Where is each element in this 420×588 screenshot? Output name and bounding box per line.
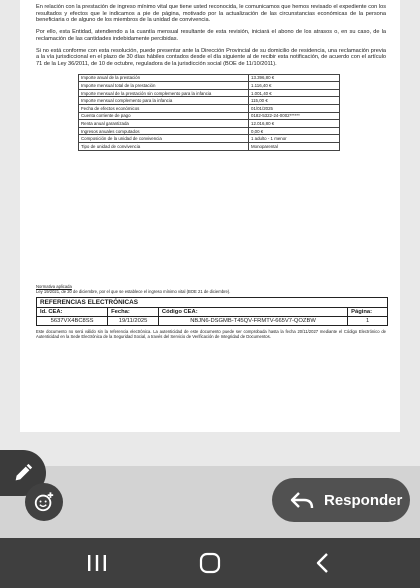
paragraph-abono: Por ello, esta Entidad, atendiendo a la cuantía mensual resultante de esta revisión, iniciará el abono de los atrasos o, en su caso, de la reclamación de las cantidades indebidamente percibidas. bbox=[36, 29, 386, 42]
references-title: REFERENCIAS ELECTRÓNICAS bbox=[37, 297, 388, 307]
table-row bbox=[79, 97, 340, 105]
back-button[interactable] bbox=[298, 538, 348, 588]
fact-value: 115,00 € bbox=[249, 97, 340, 105]
table-row bbox=[79, 82, 340, 90]
document-page bbox=[20, 0, 400, 432]
fact-label: Cuenta corriente de pago bbox=[79, 112, 249, 120]
table-row bbox=[79, 105, 340, 113]
ref-id-value: 5637VX4BC8SS bbox=[37, 316, 108, 325]
fact-label: Importe anual de la prestación bbox=[79, 74, 249, 82]
table-row bbox=[79, 74, 340, 82]
home-button[interactable] bbox=[185, 538, 235, 588]
fact-value: 1.116,40 € bbox=[249, 82, 340, 90]
fact-value: 1.001,40 € bbox=[249, 89, 340, 97]
ref-header-page: Página: bbox=[348, 307, 388, 316]
recents-button[interactable] bbox=[72, 538, 122, 588]
fact-value: Monoparental bbox=[249, 142, 340, 150]
ref-page-value: 1 bbox=[348, 316, 388, 325]
fact-value: 0182-5322-24-0002****** bbox=[249, 112, 340, 120]
table-row bbox=[79, 142, 340, 150]
fact-label: Composición de la unidad de convivencia bbox=[79, 135, 249, 143]
electronic-references-table bbox=[36, 297, 388, 326]
table-row bbox=[79, 89, 340, 97]
fact-label: Fecha de efectos económicos bbox=[79, 105, 249, 113]
back-icon bbox=[315, 552, 331, 574]
fact-label: Importe mensual total de la prestación bbox=[79, 82, 249, 90]
recents-icon bbox=[86, 553, 108, 573]
fact-value: 1 adulto - 1 menor bbox=[249, 135, 340, 143]
benefit-facts-table bbox=[78, 74, 340, 151]
table-row bbox=[79, 127, 340, 135]
reply-button[interactable] bbox=[272, 478, 410, 522]
fact-value: 13.396,80 € bbox=[249, 74, 340, 82]
fact-label: Importe mensual de la prestación sin complemento para la infancia bbox=[79, 89, 249, 97]
ref-header-id: Id. CEA: bbox=[37, 307, 108, 316]
pencil-icon bbox=[12, 462, 34, 484]
fact-label: Tipo de unidad de convivencia bbox=[79, 142, 249, 150]
emoji-add-icon bbox=[33, 491, 55, 513]
emoji-reaction-button[interactable] bbox=[25, 483, 63, 521]
ref-header-code: Código CEA: bbox=[158, 307, 347, 316]
reply-arrow-icon bbox=[290, 490, 314, 510]
fact-value: 12.016,80 € bbox=[249, 120, 340, 128]
ref-date-value: 19/11/2025 bbox=[108, 316, 159, 325]
normativa-section bbox=[36, 284, 386, 294]
table-row bbox=[37, 316, 388, 325]
ref-code-value: NBJN6-DSGMB-T45QV-FRMTV-665V7-QOZBW bbox=[158, 316, 347, 325]
table-row bbox=[79, 135, 340, 143]
normativa-heading: Normativa aplicada bbox=[36, 283, 72, 289]
fact-value: 0,00 € bbox=[249, 127, 340, 135]
paragraph-revision: En relación con la prestación de ingreso mínimo vital que tiene usted reconocida, le comunicamos que hemos revisado el expediente con los resultados y efectos que le indicamos a pie de página, motivado por la actualización de las circunstancias económicas de la persona beneficiaria o de alguno de los miembros de la unidad de convivencia. bbox=[36, 4, 386, 24]
fact-label: Renta anual garantizada bbox=[79, 120, 249, 128]
paragraph-reclamacion: Si no está conforme con esta resolución, puede presentar ante la Dirección Provincial de su domicilio de residencia, una reclamación previa a la vía jurisdiccional en el plazo de 30 días hábiles contados desde el día siguiente al de recibir esta notificación, de acuerdo con el artículo 71 de la Ley 36/2011, de 10 de octubre, reguladora de la jurisdicción social (BOE de 11/10/2011). bbox=[36, 47, 386, 67]
table-row bbox=[79, 112, 340, 120]
system-navigation-bar bbox=[0, 538, 420, 588]
fact-label: Importe mensual complemento para la infancia bbox=[79, 97, 249, 105]
home-icon bbox=[199, 552, 221, 574]
table-row bbox=[79, 120, 340, 128]
fact-label: Ingresos anuales computados bbox=[79, 127, 249, 135]
fact-value: 01/01/2025 bbox=[249, 105, 340, 113]
normativa-text: Ley 19/2021, de 20 de diciembre, por el que se establece el ingreso mínimo vital (BOE 21 de diciembre). bbox=[36, 288, 231, 294]
validity-footer: Este documento no será válido sin la referencia electrónica. La autenticidad de este documento puede ser comprobada hasta la fecha 20/11/2027 mediante el Código Electrónico de Autenticidad en la Sede Electrónica de la Seguridad Social, a través del Servicio de Verificación de Integridad de Documentos. bbox=[36, 328, 386, 339]
reply-label: Responder bbox=[324, 491, 403, 509]
ref-header-date: Fecha: bbox=[108, 307, 159, 316]
